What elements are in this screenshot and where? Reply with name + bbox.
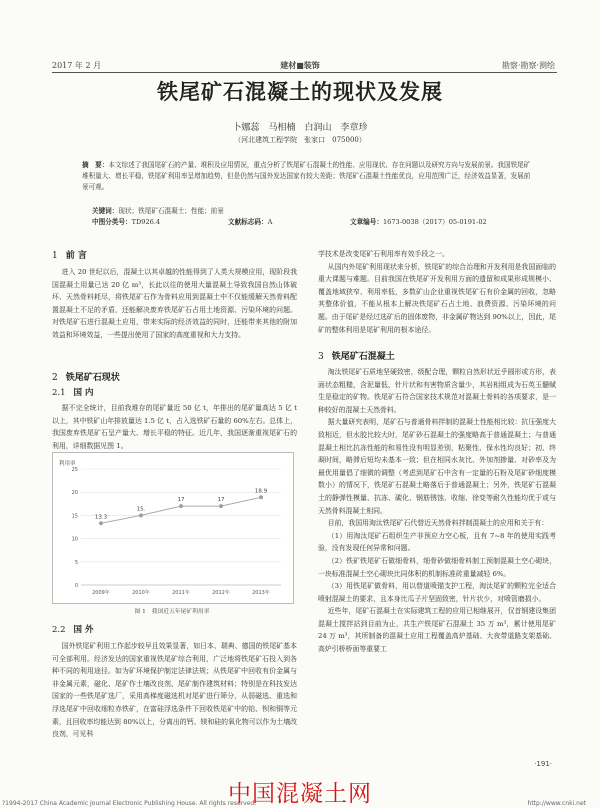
y-tick-label: 10 [71,536,78,543]
figure-1 [52,452,294,604]
section-2-2-heading: 2.2 国 外 [52,625,94,635]
watermark-text: 中国混凝土网 [228,781,372,807]
y-tick-label: 25 [71,467,78,473]
keywords-label: 关键词： [92,207,119,215]
x-tick-label: 2011年 [172,590,190,596]
section-2-2-body [52,640,297,741]
header-center: 建材■装饰 [280,60,320,70]
line-chart [53,453,293,603]
doc-code-value: A [267,218,273,226]
section-2-heading: 2 铁尾矿石现状 [52,373,120,383]
keywords-block [92,206,532,217]
data-point [219,504,223,508]
paragraph: 学技术是改变尾矿石利用率有效手段之一。 [318,250,449,258]
paragraph: 淘汰铁尾矿石质地坚硬致密，级配合理，颗粒自然形状近乎圆形或方形，表面状态粗糙，含泥量低，针片状和有害物质含量少，其岩相组成为石英玉髓赋生是稳定的矿物。铁尾矿石符合国家技术规范对混凝土骨料的各项要求，是一种较好的混凝土天然骨料。 [318,368,556,414]
cnki-url: http://www.cnki.net [527,800,586,807]
list-item: （2）铁矿铁尾矿石做细骨料，细骨砂做细骨料制工预制混凝土空心砌块，一块标准混凝土空心砌块比同体积的机制标准砖重量减轻 6%。 [318,556,556,578]
data-label: 17 [177,497,185,504]
paper-title: 铁尾矿石混凝土的现状及发展 [157,79,443,104]
data-label: 18.9 [254,488,268,495]
keywords-text: 现状；铁尾矿石混凝土；性能；前景 [118,207,224,215]
section-2-1-heading: 2.1 国 内 [52,388,94,398]
section-3-heading: 3 铁尾矿石混凝土 [318,352,395,362]
list-item: （3）用铁尾矿做骨料，用以替道喷锚支护工程，淘汰尾矿的颗粒完全适合喷射混凝土的要求，且本身比瓜子片坚固致密，针片状少，对喷管磨损小。 [318,582,556,603]
paragraph: 目前，我国用淘汰铁尾矿石代替近天然骨料拌制混凝土的应用和关于有： [327,519,549,528]
y-tick-label: 15 [71,513,78,520]
x-tick-label: 2010年 [132,590,150,596]
article-no-label: 文章编号： [350,218,383,226]
x-tick-label: 2012年 [212,590,230,596]
paragraph: 据不完全统计，目前我堆存的尾矿量近 50 亿 t，年排出的尾矿量高达 5 亿 t 以上，其中铁矿山年排放量达 1.5 亿 t，占入选铁矿石量的 60%左右。总体上，我国废弃铁尾矿石呈产量大、增长平稳的特征。近几年，我国逐渐重视尾矿石的利用，详细数据见图 1。 [52,404,297,450]
y-tick-label: 0 [74,583,78,589]
abstract-label: 摘 要： [82,161,109,169]
data-label: 13.3 [94,514,108,521]
data-point [99,521,103,525]
article-no-block [350,217,487,228]
paragraph: 近些年，尾矿石混凝土在实际建筑工程的应用已相继展开，仅首钢建设集团混凝土搅拌站到目前为止，共生产铁尾矿石混凝土 35 万 m³，累计使用尾矿 24 万 m³，其所制备的混凝土应用工程覆盖高炉基础、大夜带道路支架基础、高炉引桥桥面等重要工 [318,607,556,654]
y-tick-label: 20 [71,490,78,497]
copyright-text: ?1994-2017 China Academic Journal Electronic Publishing House. All rights reserved. [2,800,257,807]
section-1-body [52,266,297,342]
paper-authors: 卜娜蕊 马相楠 白润山 李章珍 [232,123,368,133]
doc-code-block [228,217,272,228]
doc-code-label: 文献标志码： [228,218,268,226]
section-2-1-body [52,402,297,452]
paragraph: 据大量研究表明，尾矿石与普通骨料拌制的混凝土性能相比较：抗压强度大致相近，但水胶比较大时，尾矿砂石混凝土的强度略高于普通混凝土；与普通混凝土相比抗冻性能的和易性没有明显差别，粘聚性、保水性均良好；初、终凝时间，略滞后短均未基本一致；但在相同水灰比、外加剂掺量、对砂率及为最优用量倡了细微的调整（考虑到尾矿石中含有一定量的石粉及尾矿砂细度模数小）的情况下，铁尾矿石混凝土略落后于普通混凝土；另外，铁尾矿石混凝土的静弹性模量、抗冻、碳化、钢筋锈蚀、收缩、徐变等耐久性能均优于或与天然骨料混凝土相同。 [318,418,556,515]
paragraph: 从国内外尾矿利用现状来分析，铁尾矿的综合治理和开发利用是我国面临的重大课题与难题。目前我国在铁尾矿开发利用方面的遗留和成果形成规模小、覆盖地域狭窄、利用率低，多数矿山企业重视铁尾矿石有价金属的回收，忽略其整体价值，不能从根本上解决铁尾矿石占土地、浪费资源、污染环境的问题。由于尾矿是经过选矿后的固体废物，非金属矿物达到 90%以上，因此，尾矿的整体利用是尾矿利用的根本途径。 [318,262,557,334]
data-point [179,504,183,508]
abstract-block [82,160,532,193]
section-3-body [318,366,556,656]
header-right: 勘察·勘察·测绘 [501,61,555,70]
figure-caption: 图 1 我国近五年尾矿利用率 [134,609,210,615]
data-point [259,495,263,499]
right-column-top [318,248,556,336]
list-item: （1）用淘汰尾矿石组织生产非预应力空心板，且有 7~8 年的使用实践考验，没有发现任何异常和问题。 [318,531,556,553]
article-no-value: 1673-0038（2017）05-0191-02 [382,218,487,226]
abstract-text: 本文综述了我国尾矿石的产量、堆积及应用情况，重点分析了铁尾矿石混凝土的性能、应用现状、存在问题以及研究方向与发展前景。我国铁尾矿堆积量大、增长平稳，铁尾矿利用率呈增加趋势，但是仍然与国外发达国家有较大差距；铁尾矿石混凝土性能优良，应用范围广泛，经济效益显著，发展前景可观。 [82,161,531,191]
clc-label: 中图分类号： [92,218,132,226]
section-1-heading: 1 前 言 [52,251,87,261]
header-left: 2017 年 2 月 [52,61,102,70]
data-label: 17 [217,497,225,504]
data-point [139,513,143,517]
data-label: 15. [136,506,146,513]
clc-block [92,217,160,228]
y-tick-label: 5 [74,559,78,566]
page-number: ·191· [534,760,552,768]
y-axis-label: 利用率 [59,461,76,467]
paragraph: 国外铁尾矿利用工作起步较早且效果显著，如日本、瑞典、德国的铁尾矿基本可全部利用。经济发达的国家重视铁尾矿综合利用，广泛地将铁尾矿石投入到各种不同的利用途径。如为矿环境保护制定法律法规；从铁尾矿中回收有价金属与非金属元素，磁化、尾矿作土壤改良剂、尾矿制作建筑材料；特别是在科技发达国家的一些铁尾矿选厂，采用高梯度磁选机对尾矿进行筛分，从弱磁选、重选和浮选尾矿中回收细粒赤铁矿，在富硅浮选条件下回收铁尾矿中的铂、钡和铜等元素，且回收率均能达到 80%以上，分离出的钙、镁和硅的氧化物可以作为土壤改良剂，可见科 [52,642,297,739]
x-tick-label: 2013年 [252,590,270,596]
header-rule [52,72,557,73]
clc-value: TD926.4 [131,218,161,226]
paper-affiliation: （河北建筑工程学院 张家口 075000） [234,136,366,144]
x-tick-label: 2009年 [92,590,110,596]
paragraph: 进入 20 世纪以后，混凝土以其卓越的性能得到了人类大规模应用，现阶段我国混凝土用量已达 20 亿 m³，长此以往的使用大量混凝土导致我国自然山体破坏、天然骨料耗尽，将铁尾矿石作为骨料应用到混凝土中不仅能缓解天然骨料配置混凝土不足的矛盾，还能解决废弃铁尾矿石占用土地资源、污染环境的问题。对铁尾矿石进行混凝土应用，带来实际的经济效益的同时，还能带来其他的附加效益和环境效益，一些提出使用了国家的高度重视和大力支持。 [52,268,297,339]
